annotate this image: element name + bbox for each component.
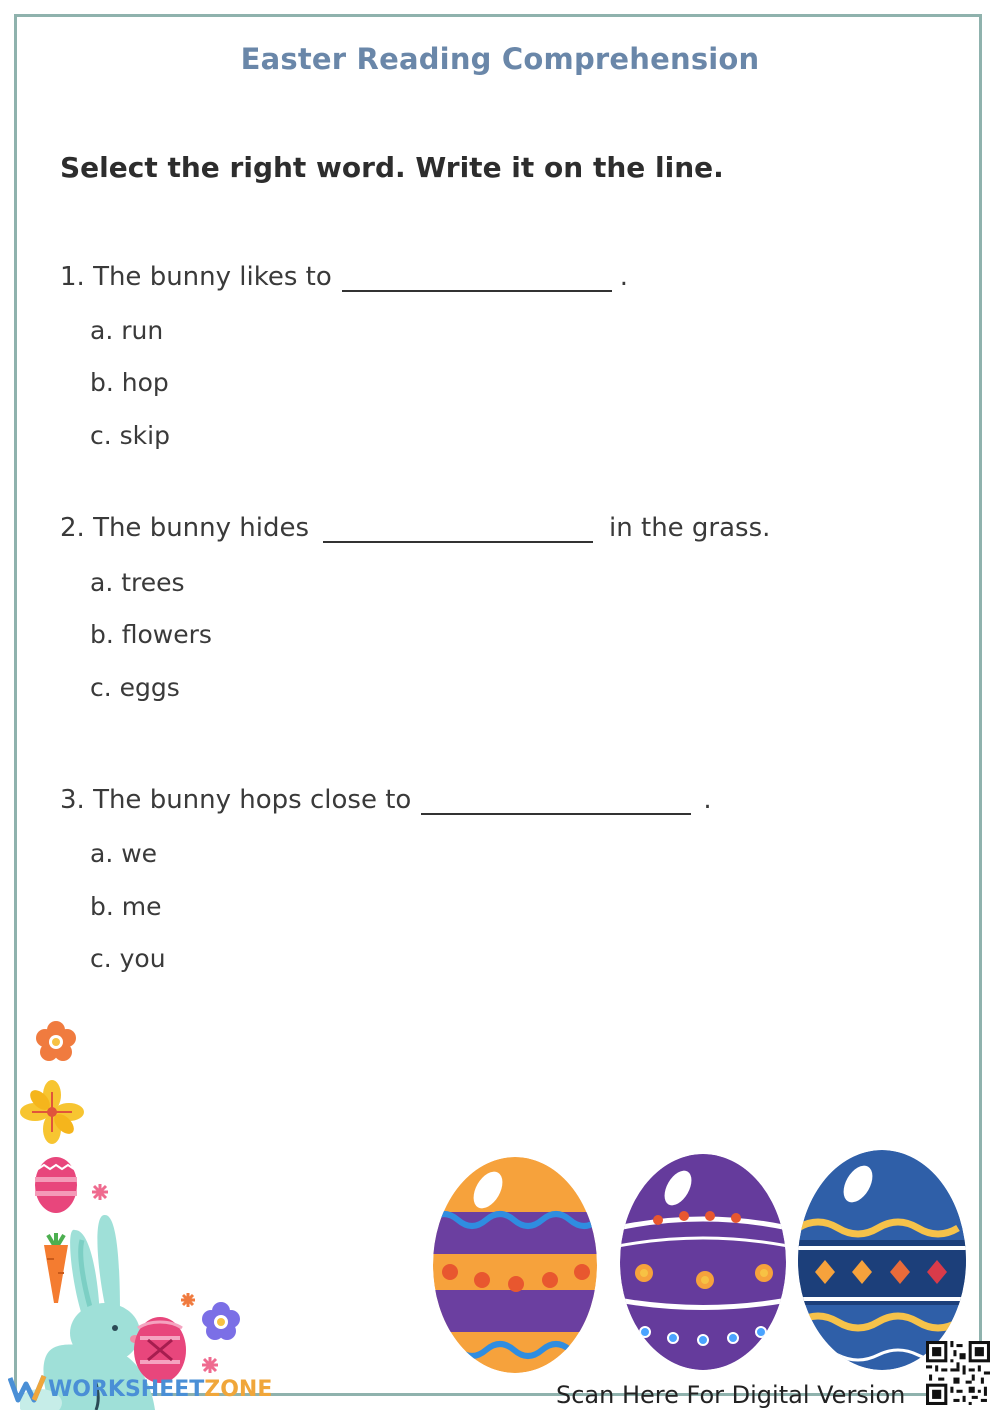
logo-worksheet-text: WORKSHEET [48,1376,205,1402]
worksheet-title: Easter Reading Comprehension [240,42,760,76]
worksheetzone-logo[interactable] [8,1374,272,1404]
option-3b[interactable]: b. me [90,892,162,921]
easter-eggs-row [430,1150,975,1375]
flower-icon [202,1302,240,1340]
option-2c[interactable]: c. eggs [90,673,180,702]
easter-egg-icon [430,1157,600,1373]
instruction-text: Select the right word. Write it on the line. [60,151,724,184]
logo-w-icon [8,1374,48,1404]
option-1a[interactable]: a. run [90,316,164,345]
easter-decoration-left [20,1015,273,1410]
qr-code[interactable] [926,1341,990,1405]
answer-blank-3[interactable] [421,787,691,815]
question-1-end: . [619,262,629,292]
logo-zone-text: ZONE [204,1376,273,1402]
flower-icon [20,1080,84,1144]
easter-egg-icon [795,1150,973,1370]
sparkle-icon [202,1357,218,1373]
question-1 [60,262,628,292]
question-3 [60,785,712,815]
option-2a[interactable]: a. trees [90,568,185,597]
carrot-icon [44,1233,68,1303]
sparkle-icon [92,1184,108,1200]
question-2-text: 2. The bunny hides [60,513,310,543]
sparkle-icon [181,1293,195,1307]
option-1b[interactable]: b. hop [90,368,169,397]
question-3-text: 3. The bunny hops close to [60,785,412,815]
flower-icon [36,1021,76,1061]
question-1-text: 1. The bunny likes to [60,262,332,292]
answer-blank-2[interactable] [323,515,593,543]
option-3c[interactable]: c. you [90,944,166,973]
option-1c[interactable]: c. skip [90,421,170,450]
easter-egg-icon [35,1157,77,1213]
option-3a[interactable]: a. we [90,839,158,868]
question-2 [60,513,770,543]
option-2b[interactable]: b. flowers [90,620,212,649]
easter-egg-icon [618,1154,788,1370]
question-3-end: . [703,785,712,815]
scan-text: Scan Here For Digital Version [556,1381,906,1409]
question-2-end: in the grass. [609,513,771,543]
answer-blank-1[interactable] [342,264,612,292]
